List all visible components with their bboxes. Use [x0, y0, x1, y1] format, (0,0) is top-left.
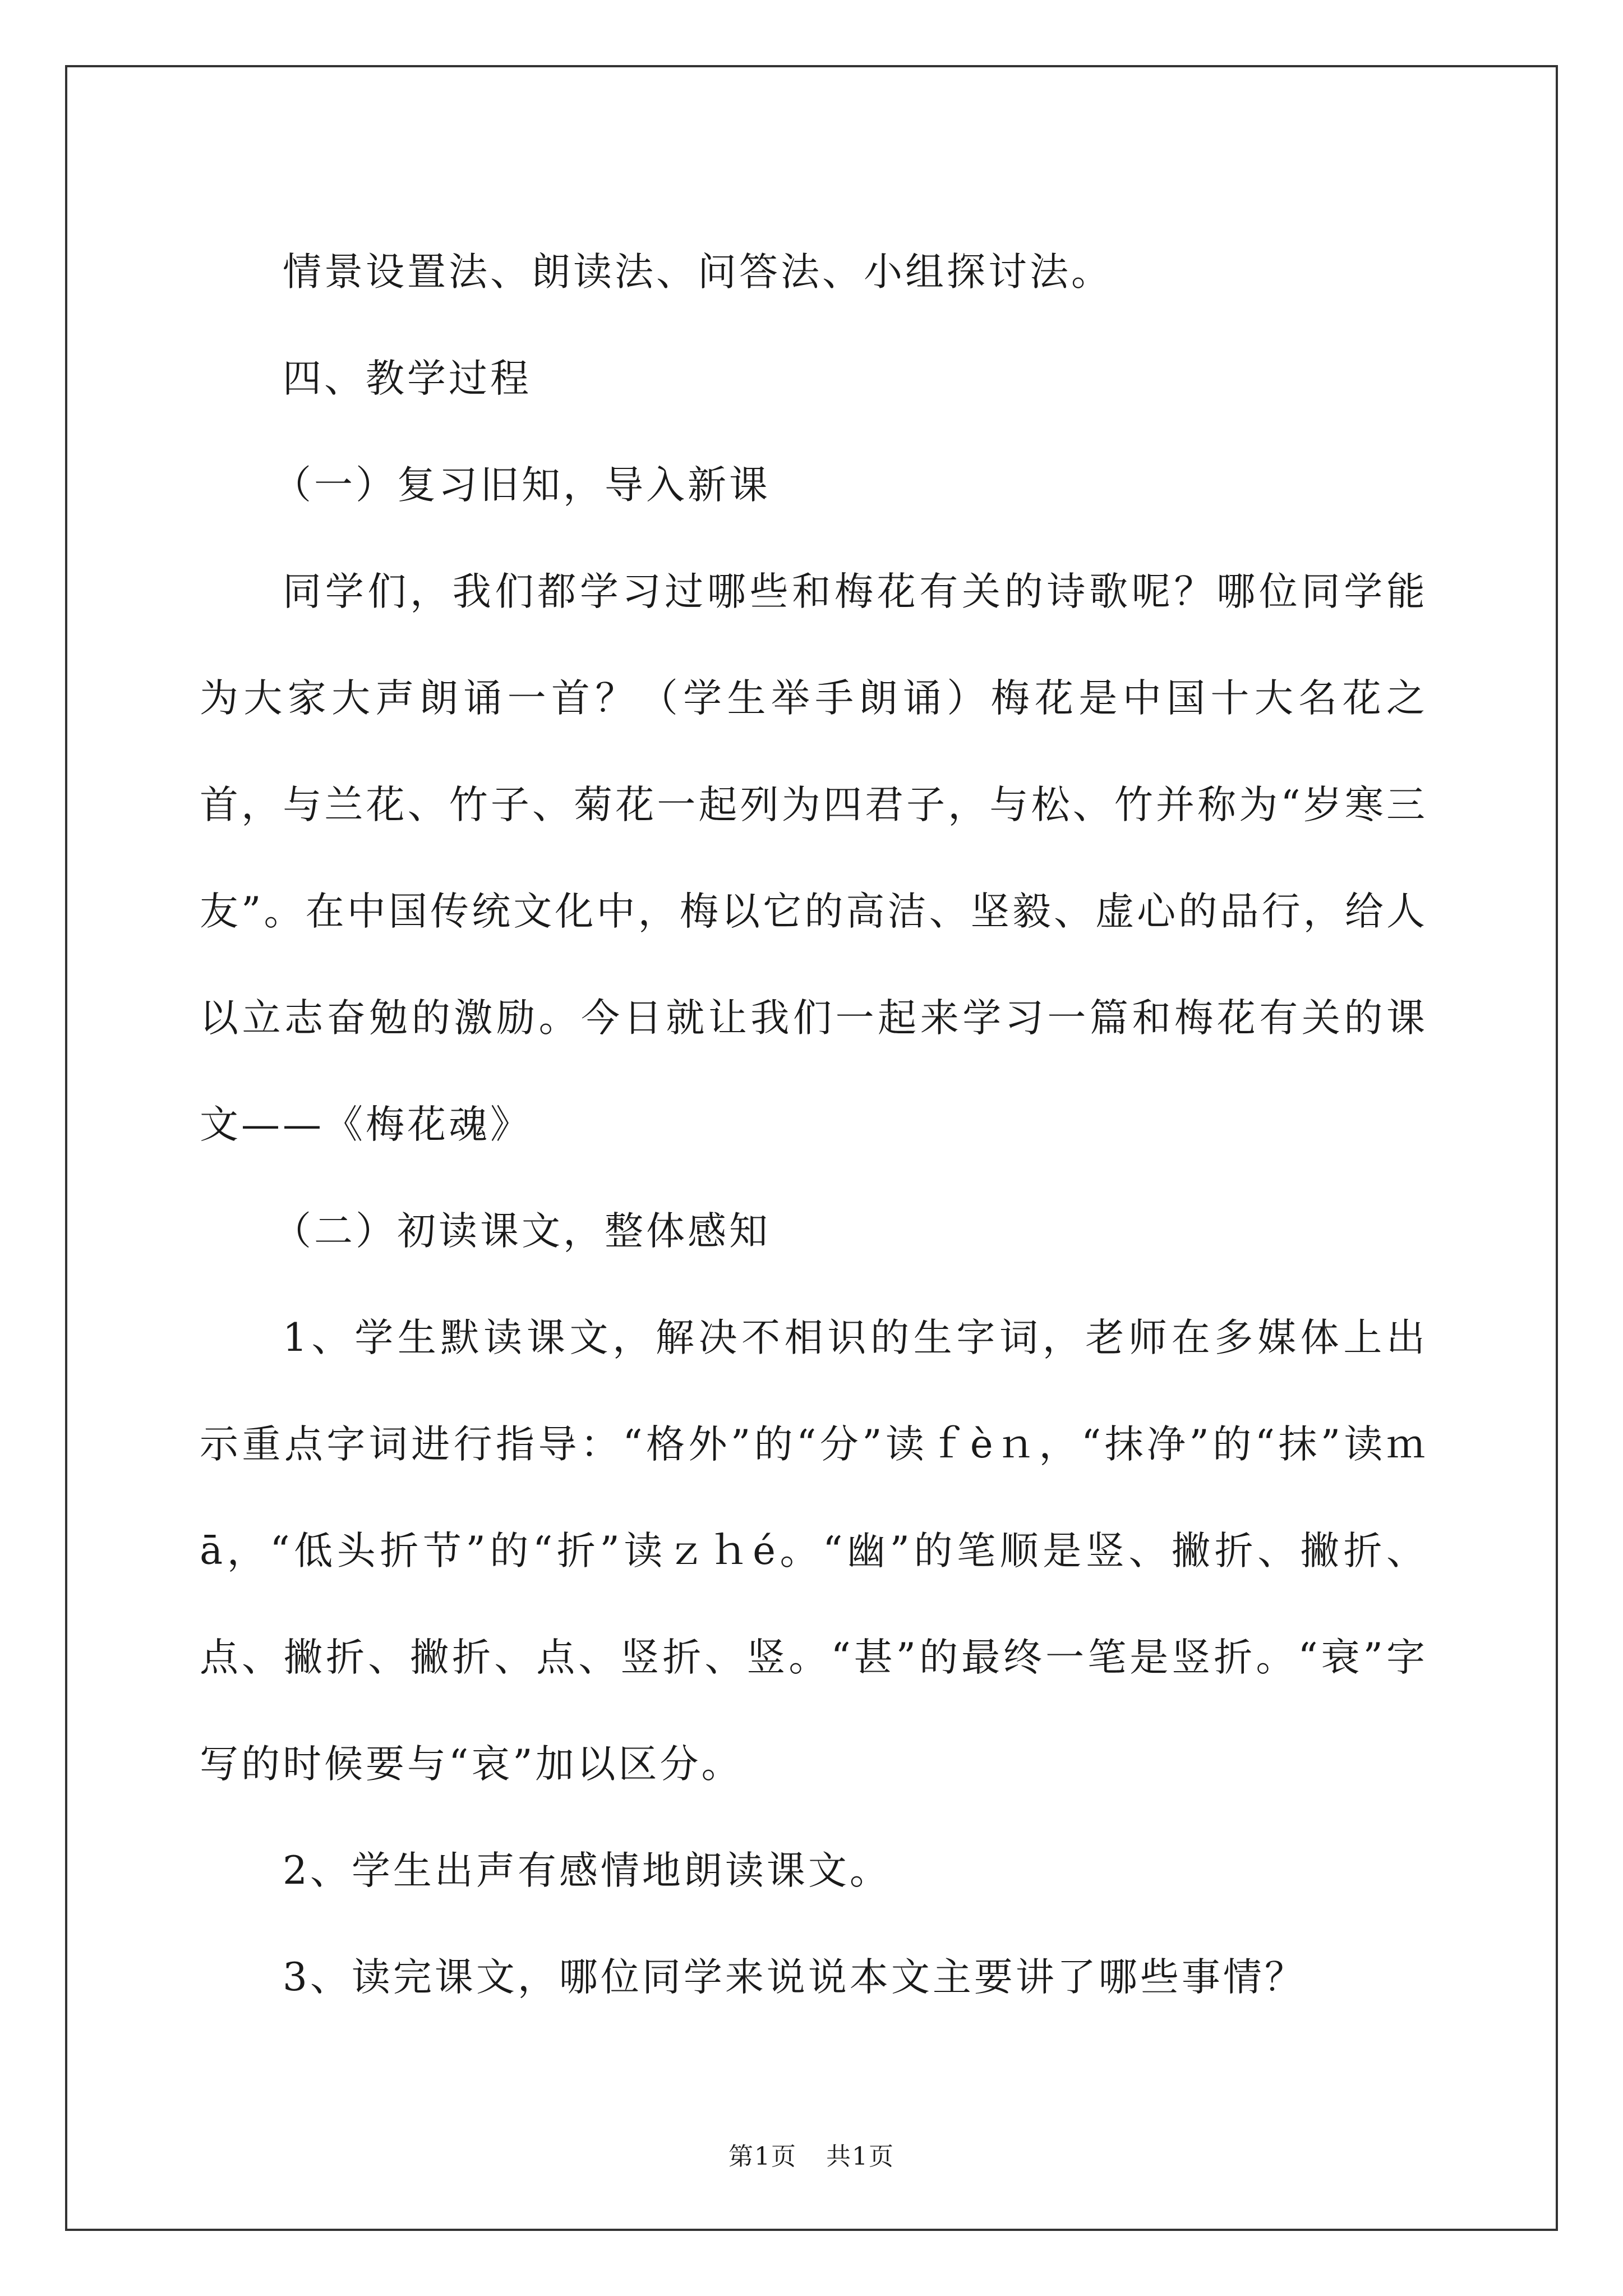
subsection-heading-review: （一）复习旧知，导入新课 — [273, 463, 771, 508]
page-total: 共1页 — [826, 2142, 895, 2171]
section-heading-teaching-process: 四、教学过程 — [283, 356, 532, 401]
subsection-heading-first-reading: （二）初读课文，整体感知 — [273, 1209, 771, 1254]
paragraph-introduction: 同学们，我们都学习过哪些和梅花有关的诗歌呢？哪位同学能为大家大声朗诵一首？（学生举手朗诵）梅花是中国十大名花之首，与兰花、竹子、菊花一起列为四君子，与松、竹并称为“岁寒三友”。在中国传统文化中，梅以它的高洁、坚毅、虚心的品行，给人以立志奋勉的激励。今日就让我们一起来学习一篇和梅花有关的课文——《梅花魂》 — [200, 569, 1428, 1147]
paragraph-step-1: 1、学生默读课文，解决不相识的生字词，老师在多媒体上出示重点字词进行指导：“格外”的“分”读ｆèｎ，“抹净”的“抹”读ｍā，“低头折节”的“折”读ｚｈé。“幽”的笔顺是竖、撇折、撇折、点、撇折、撇折、点、竖折、竖。“甚”的最终一笔是竖折。“衰”字写的时候要与“哀”加以区分。 — [200, 1315, 1428, 1787]
page-footer — [0, 2136, 1623, 2172]
paragraph-methods: 情景设置法、朗读法、问答法、小组探讨法。 — [283, 250, 1113, 295]
paragraph-step-3: 3、读完课文，哪位同学来说说本文主要讲了哪些事情？ — [283, 1955, 1306, 2000]
page-number: 第1页 — [728, 2142, 797, 2171]
paragraph-step-2: 2、学生出声有感情地朗读课文。 — [283, 1848, 891, 1893]
document-body — [200, 219, 1428, 2031]
